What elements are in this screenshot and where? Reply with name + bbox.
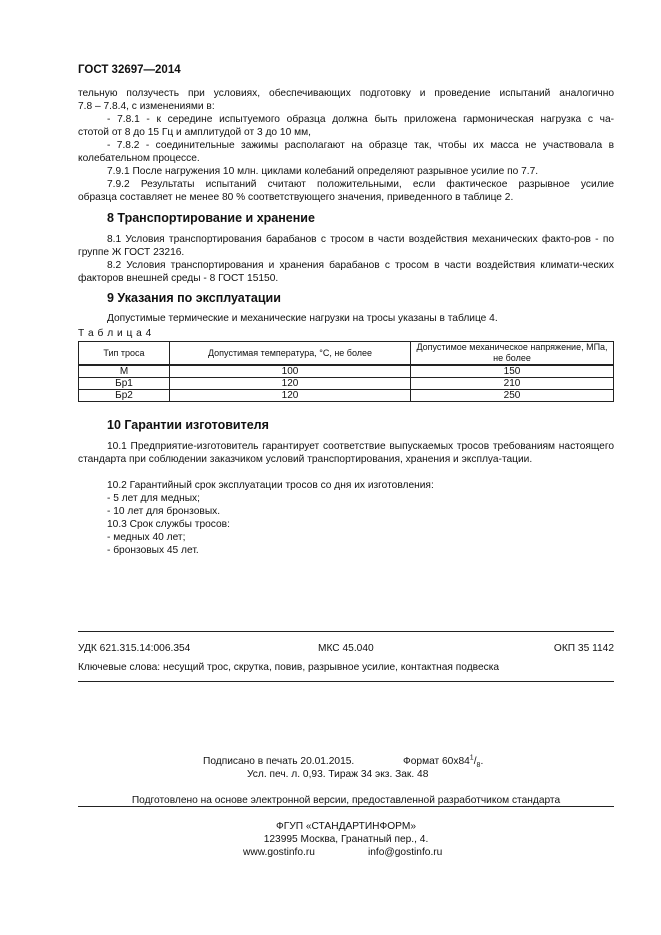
table-header-row: [79, 342, 614, 366]
s10-line-4: 10.3 Срок службы тросов:: [107, 519, 230, 530]
publisher-email: info@gostinfo.ru: [368, 847, 443, 858]
imprint-format-num: 1: [469, 754, 474, 762]
cell-temperature: 100: [170, 365, 411, 378]
table-4: [78, 341, 614, 402]
imprint-format-den: 8: [476, 762, 481, 770]
section-10-title: 10 Гарантии изготовителя: [107, 418, 269, 432]
table-row: [79, 365, 614, 378]
keywords: Ключевые слова: несущий трос, скрутка, повив, разрывное усилие, контактная подвеска: [78, 662, 500, 673]
section-8-paragraph-2: 8.2 Условия транспортирования и хранения барабанов с тросом в части воздействия климати-ческих факторов внешней среды - 8 ГОСТ 15150.: [78, 260, 614, 284]
s10-line-1: 10.2 Гарантийный срок эксплуатации тросов со дня их изготовления:: [107, 480, 434, 491]
imprint-format: Формат $60х84^1/_8$.: [403, 754, 484, 770]
cell-temperature: 120: [170, 390, 411, 402]
cell-stress: 250: [411, 390, 614, 402]
table-row: [79, 390, 614, 402]
s10-line-6: - бронзовых 45 лет.: [107, 545, 199, 556]
s7-line-6: колебательном процессе.: [78, 153, 200, 164]
cell-type: М: [79, 365, 170, 378]
s10-line-3: - 10 лет для бронзовых.: [107, 506, 221, 517]
cell-temperature: 120: [170, 378, 411, 390]
s7-line-8: 7.9.2 Результаты испытаний считают положительными, если фактическое разрывное усилие: [107, 179, 614, 190]
section-8-title: 8 Транспортирование и хранение: [107, 211, 315, 225]
cell-stress: 210: [411, 378, 614, 390]
col-header-type: Тип троса: [79, 342, 170, 366]
cell-type: Бр1: [79, 378, 170, 390]
table-row: [79, 378, 614, 390]
imprint-print-details: Усл. печ. л. 0,93. Тираж 34 экз. Зак. 48: [247, 769, 429, 780]
publisher-name: ФГУП «СТАНДАРТИНФОРМ»: [275, 821, 417, 832]
footer-bottom-rule: [78, 681, 614, 682]
mks-code: МКС 45.040: [318, 643, 374, 654]
s7-line-3: - 7.8.1 - к середине испытуемого образца должна быть приложена гармоническая нагрузка с ча-: [107, 114, 614, 125]
document-code: ГОСТ 32697—2014: [78, 64, 181, 76]
s7-line-9: образца составляет не менее 80 % соответствующего значения, приведенного в таблице 2.: [78, 192, 514, 203]
publisher-address: 123995 Москва, Гранатный пер., 4.: [263, 834, 429, 845]
col-header-temperature: Допустимая температура, °С, не более: [170, 342, 411, 366]
s7-line-4: стотой от 8 до 15 Гц и амплитудой от 3 до 10 мм,: [78, 127, 311, 138]
s7-line-1: тельную ползучесть при условиях, обеспечивающих подготовку и проведение испытаний аналогично: [78, 88, 614, 99]
s7-line-5: - 7.8.2 - соединительные зажимы располагают на образце так, чтобы их масса не участвовала в: [107, 140, 614, 151]
cell-stress: 150: [411, 365, 614, 378]
section-9-title: 9 Указания по эксплуатации: [107, 291, 281, 305]
publisher-website: www.gostinfo.ru: [243, 847, 315, 858]
imprint-prepared: Подготовлено на основе электронной версии, предоставленной разработчиком стандарта: [131, 795, 561, 806]
s10-line-2: - 5 лет для медных;: [107, 493, 200, 504]
s7-line-7: 7.9.1 После нагружения 10 млн. циклами колебаний определяют разрывное усилие по 7.7.: [107, 166, 539, 177]
footer-top-rule: [78, 631, 614, 632]
section-8-paragraph-1: 8.1 Условия транспортирования барабанов с тросом в части воздействия механических факто-ров - по группе Ж ГОСТ 23216.: [78, 234, 614, 258]
s7-line-2: 7.8 – 7.8.4, с изменениями в:: [78, 101, 215, 112]
imprint-signed: Подписано в печать 20.01.2015.: [203, 756, 355, 767]
col-header-stress: Допустимое механическое напряжение, МПа, не более: [411, 342, 614, 366]
udk-code: УДК 621.315.14:006.354: [78, 643, 191, 654]
section-10-paragraph-1: 10.1 Предприятие-изготовитель гарантирует соответствие выпускаемых тросов требованиям настоящего стандарта при соблюдении заказчиком условий транспортирования, хранения и эксплуа-тации.: [78, 441, 614, 465]
cell-type: Бр2: [79, 390, 170, 402]
imprint-format-prefix: Формат 60х84: [403, 756, 470, 767]
section-9-paragraph: Допустимые термические и механические нагрузки на тросы указаны в таблице 4.: [107, 313, 498, 324]
okp-code: ОКП 35 1142: [553, 643, 614, 654]
table-4-caption: Т а б л и ц а 4: [78, 328, 152, 339]
s10-line-5: - медных 40 лет;: [107, 532, 186, 543]
